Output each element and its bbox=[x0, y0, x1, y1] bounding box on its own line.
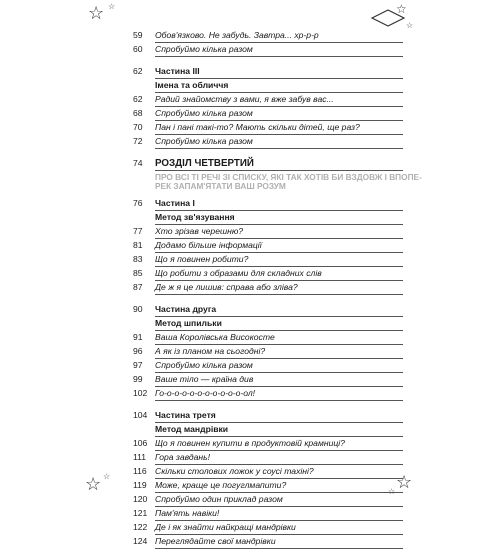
page-number: 91 bbox=[133, 332, 143, 342]
page-number: 96 bbox=[133, 346, 143, 356]
page-number: 62 bbox=[133, 66, 143, 76]
star-small-icon: ☆ bbox=[108, 2, 116, 11]
part-heading bbox=[133, 212, 403, 226]
entry-title: Де ж я це лишив: справа або зліва? bbox=[155, 282, 298, 292]
part-heading bbox=[133, 198, 403, 212]
entry-title: Що я повинен робити? bbox=[155, 254, 249, 264]
page-number: 70 bbox=[133, 122, 143, 132]
star-small-icon: ☆ bbox=[406, 21, 414, 30]
page-number: 59 bbox=[133, 30, 143, 40]
page-number: 97 bbox=[133, 360, 143, 370]
star-small-icon: ☆ bbox=[388, 487, 396, 496]
toc-entry bbox=[133, 360, 403, 374]
entry-title: Що робити з образами для складних слів bbox=[155, 268, 322, 278]
entry-title: Спробуймо кілька разом bbox=[155, 136, 253, 146]
entry-title: Переглядайте свої мандрівки bbox=[155, 536, 276, 546]
star-outline-icon: ☆ bbox=[396, 2, 407, 16]
divider bbox=[155, 344, 403, 345]
page-number: 116 bbox=[133, 466, 147, 476]
entry-title: Ваша Королівська Високосте bbox=[155, 332, 275, 342]
divider bbox=[155, 464, 403, 465]
page-number: 99 bbox=[133, 374, 143, 384]
entry-title: Додамо більше інформації bbox=[155, 240, 262, 250]
entry-title: Імена та обличчя bbox=[155, 80, 229, 90]
page-number: 74 bbox=[133, 158, 143, 168]
divider bbox=[155, 436, 403, 437]
divider bbox=[155, 372, 403, 373]
entry-title: Може, краще це погуглмапити? bbox=[155, 480, 287, 490]
entry-title: Спробуймо кілька разом bbox=[155, 108, 253, 118]
divider bbox=[155, 280, 403, 281]
star-outline-icon: ☆ bbox=[85, 474, 102, 494]
entry-title: Го-о-о-о-о-о-о-о-о-о-о-ол! bbox=[155, 388, 256, 398]
entry-title: Скільки столових ложок у соусі тахіні? bbox=[155, 466, 314, 476]
entry-title: Гора завдань! bbox=[155, 452, 211, 462]
page-number: 62 bbox=[133, 94, 143, 104]
toc-entry bbox=[133, 522, 403, 536]
divider bbox=[155, 294, 403, 295]
page-number: 81 bbox=[133, 240, 143, 250]
page-number: 119 bbox=[133, 480, 147, 490]
divider bbox=[155, 252, 403, 253]
toc-entry bbox=[133, 122, 403, 136]
chapter-heading bbox=[133, 158, 403, 172]
divider bbox=[155, 400, 403, 401]
divider bbox=[155, 224, 403, 225]
chapter-subtitle: ПРО ВСІ ТІ РЕЧІ ЗІ СПИСКУ, ЯКІ ТАК ХОТІВ БИ ВЗДОВЖ І ВПОПЕ- bbox=[155, 172, 422, 182]
part-heading bbox=[133, 304, 403, 318]
divider bbox=[155, 386, 403, 387]
entry-title: Пан і пані такі-то? Мають скільки дітей, ще раз? bbox=[155, 122, 360, 132]
page-number: 102 bbox=[133, 388, 148, 398]
toc-entry bbox=[133, 438, 403, 452]
star-small-icon: ☆ bbox=[103, 472, 111, 481]
entry-title: Радий знайомству з вами, я вже забув вас... bbox=[155, 94, 334, 104]
divider bbox=[155, 316, 403, 317]
entry-title: Частина III bbox=[155, 66, 200, 76]
toc-entry bbox=[133, 254, 403, 268]
entry-title: Пам'ять навіки! bbox=[155, 508, 220, 518]
toc-entry bbox=[133, 332, 403, 346]
toc-spacer bbox=[133, 190, 403, 198]
page-number: 77 bbox=[133, 226, 143, 236]
toc-entry bbox=[133, 536, 403, 550]
toc-entry bbox=[133, 136, 403, 150]
page-number: 90 bbox=[133, 304, 143, 314]
part-heading bbox=[133, 318, 403, 332]
page-number: 111 bbox=[133, 452, 147, 462]
divider bbox=[155, 56, 403, 57]
entry-title: РОЗДІЛ ЧЕТВЕРТИЙ bbox=[155, 158, 254, 169]
divider bbox=[155, 548, 403, 549]
divider bbox=[155, 238, 403, 239]
divider bbox=[155, 422, 403, 423]
entry-title: Де і як знайти найкращі мандрівки bbox=[155, 522, 296, 532]
toc-spacer bbox=[133, 58, 403, 66]
divider bbox=[155, 210, 403, 211]
page-number: 120 bbox=[133, 494, 148, 504]
divider bbox=[155, 148, 403, 149]
divider bbox=[155, 330, 403, 331]
page-number: 104 bbox=[133, 410, 148, 420]
page-number: 72 bbox=[133, 136, 143, 146]
divider bbox=[155, 534, 403, 535]
toc-entry bbox=[133, 226, 403, 240]
toc-entry bbox=[133, 108, 403, 122]
toc-spacer bbox=[133, 296, 403, 304]
chapter-subtitle-line bbox=[133, 172, 422, 182]
toc-entry bbox=[133, 30, 403, 44]
divider bbox=[155, 266, 403, 267]
page-number: 87 bbox=[133, 282, 143, 292]
entry-title: Метод мандрівки bbox=[155, 424, 229, 434]
toc-entry bbox=[133, 480, 403, 494]
part-heading bbox=[133, 410, 403, 424]
entry-title: Ваше тіло — країна див bbox=[155, 374, 254, 384]
entry-title: Частина друга bbox=[155, 304, 217, 314]
toc-entry bbox=[133, 388, 403, 402]
entry-title: Що я повинен купити в продуктовій крамниці? bbox=[155, 438, 345, 448]
divider bbox=[155, 358, 403, 359]
entry-title: А як із планом на сьогодні? bbox=[155, 346, 266, 356]
page-number: 124 bbox=[133, 536, 148, 546]
entry-title: Частина І bbox=[155, 198, 195, 208]
toc-spacer bbox=[133, 150, 403, 158]
toc-entry bbox=[133, 466, 403, 480]
part-heading bbox=[133, 80, 403, 94]
toc-entry bbox=[133, 44, 403, 58]
divider bbox=[155, 120, 403, 121]
page-number: 83 bbox=[133, 254, 143, 264]
toc-entry bbox=[133, 452, 403, 466]
divider bbox=[155, 520, 403, 521]
divider bbox=[155, 78, 403, 79]
page-number: 68 bbox=[133, 108, 143, 118]
entry-title: Спробуймо кілька разом bbox=[155, 360, 253, 370]
entry-title: Метод зв'язування bbox=[155, 212, 235, 222]
star-outline-icon: ☆ bbox=[396, 472, 413, 492]
divider bbox=[155, 106, 403, 107]
entry-title: Хто зрізав черешню? bbox=[155, 226, 244, 236]
page-number: 106 bbox=[133, 438, 148, 448]
page-number: 121 bbox=[133, 508, 148, 518]
table-of-contents bbox=[133, 30, 422, 550]
page-number: 122 bbox=[133, 522, 148, 532]
divider bbox=[155, 478, 403, 479]
toc-entry bbox=[133, 240, 403, 254]
page-number: 85 bbox=[133, 268, 143, 278]
toc-entry bbox=[133, 508, 403, 522]
toc-spacer bbox=[133, 402, 403, 410]
entry-title: Спробуймо кілька разом bbox=[155, 44, 253, 54]
entry-title: Обов'язково. Не забудь. Завтра... хр-р-р bbox=[155, 30, 319, 40]
chapter-subtitle: РЕК ЗАПАМ'ЯТАТИ ВАШ РОЗУМ bbox=[155, 181, 286, 191]
chapter-subtitle-line bbox=[133, 181, 403, 190]
divider bbox=[155, 92, 403, 93]
toc-entry bbox=[133, 346, 403, 360]
divider bbox=[155, 42, 403, 43]
toc-entry bbox=[133, 282, 403, 296]
page-number: 76 bbox=[133, 198, 143, 208]
entry-title: Частина третя bbox=[155, 410, 216, 420]
divider bbox=[155, 134, 403, 135]
divider bbox=[155, 492, 403, 493]
entry-title: Метод шпильки bbox=[155, 318, 222, 328]
divider bbox=[155, 170, 403, 171]
toc-entry bbox=[133, 494, 403, 508]
star-outline-icon: ☆ bbox=[88, 3, 105, 23]
toc-entry bbox=[133, 268, 403, 282]
divider bbox=[155, 450, 403, 451]
page-number: 60 bbox=[133, 44, 143, 54]
toc-entry bbox=[133, 94, 403, 108]
part-heading bbox=[133, 66, 403, 80]
part-heading bbox=[133, 424, 403, 438]
divider bbox=[155, 506, 403, 507]
entry-title: Спробуймо один приклад разом bbox=[155, 494, 283, 504]
toc-entry bbox=[133, 374, 403, 388]
